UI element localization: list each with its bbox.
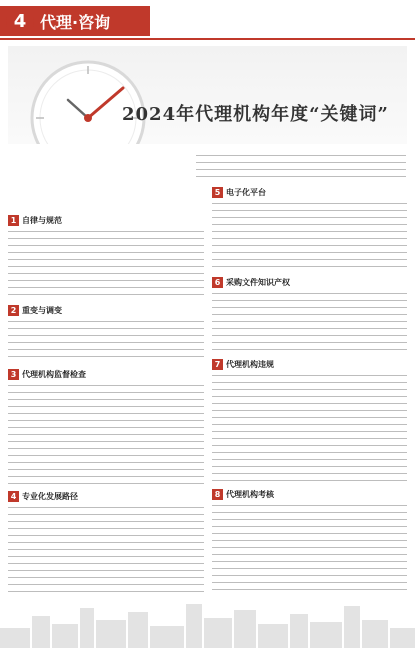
section-heading: [212, 358, 274, 371]
section-title: 自律与规范: [22, 216, 62, 225]
section-title: 代理机构监督检查: [22, 370, 86, 379]
section-number: 1: [8, 215, 19, 226]
page-header: [0, 0, 415, 40]
section-number: 4: [8, 491, 19, 502]
section-heading: [8, 304, 62, 317]
section-number: 3: [8, 369, 19, 380]
section-body: [8, 320, 204, 362]
section-number: 7: [212, 359, 223, 370]
page-number-badge: 4: [6, 8, 34, 36]
banner: [8, 46, 407, 144]
section-heading: [8, 368, 86, 381]
section-heading: [212, 186, 266, 199]
city-skyline-illustration: [0, 598, 415, 648]
section-title: 电子化平台: [226, 188, 266, 197]
section-body: [212, 374, 407, 482]
section-number: 6: [212, 277, 223, 288]
section-body: [8, 384, 204, 484]
section-title: 代理机构考核: [226, 490, 274, 499]
section-title: 重变与调变: [22, 306, 62, 315]
section-body: [212, 292, 407, 352]
main-title: 2024年代理机构年度“关键词”: [122, 104, 389, 125]
section-number: 8: [212, 489, 223, 500]
section-number: 5: [212, 187, 223, 198]
column-title: 代理·咨询: [40, 13, 111, 32]
section-title: 代理机构违规: [226, 360, 274, 369]
section-heading: [8, 214, 62, 227]
section-heading: [212, 276, 290, 289]
intro-text: [196, 154, 406, 180]
header-rule: [0, 38, 415, 40]
section-title: 采购文件知识产权: [226, 278, 290, 287]
section-title: 专业化发展路径: [22, 492, 78, 501]
section-heading: [212, 488, 274, 501]
section-body: [212, 504, 407, 596]
section-body: [212, 202, 407, 272]
section-heading: [8, 490, 78, 503]
section-number: 2: [8, 305, 19, 316]
section-body: [8, 230, 204, 300]
section-body: [8, 506, 204, 596]
